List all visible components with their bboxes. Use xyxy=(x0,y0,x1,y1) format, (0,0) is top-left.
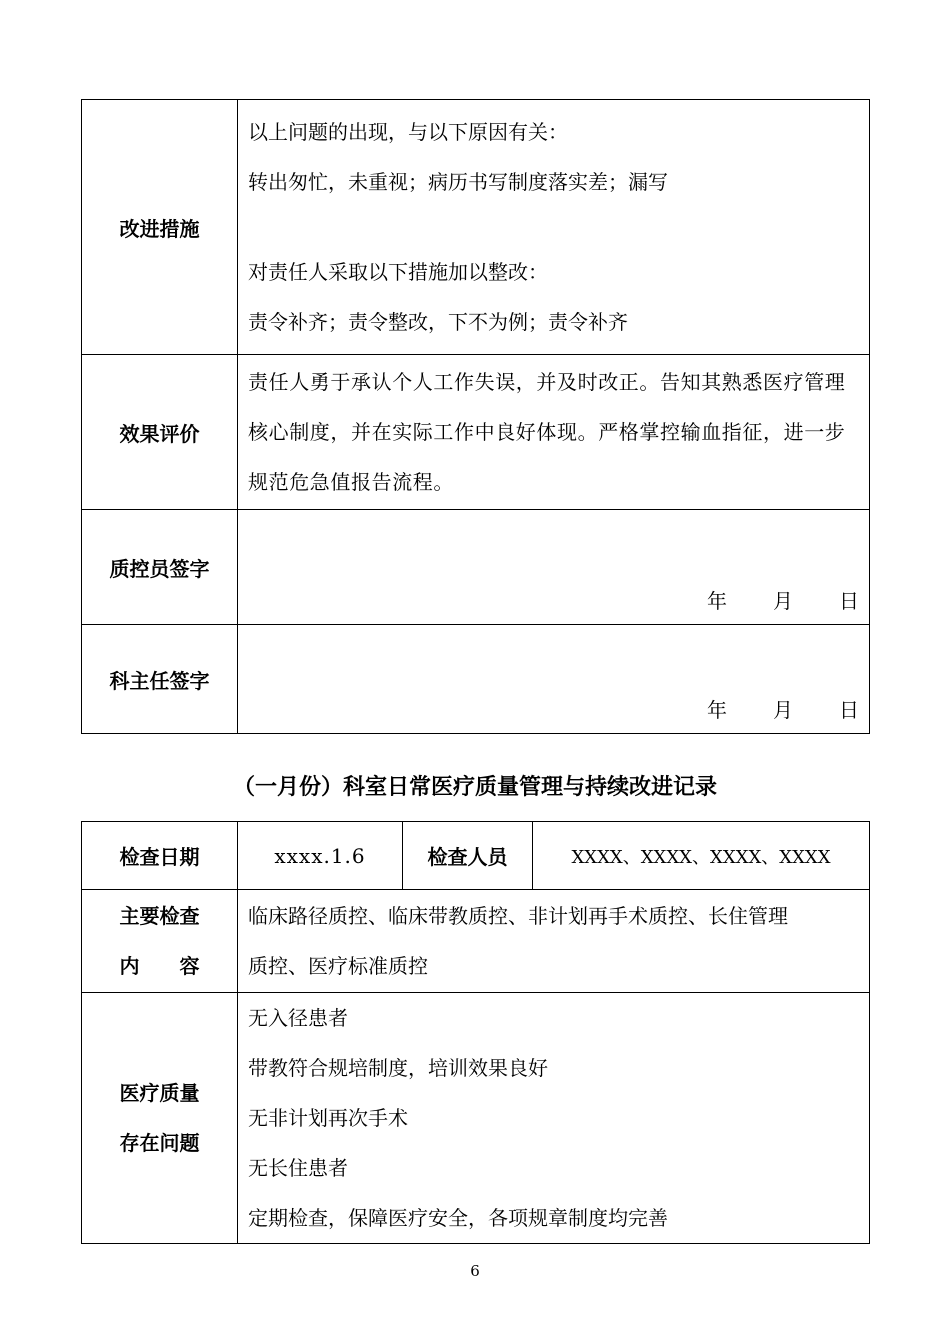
evaluation-label: 效果评价 xyxy=(82,355,238,510)
issue-line: 无入径患者 xyxy=(248,1006,348,1030)
label-line: 存在问题 xyxy=(119,1131,200,1155)
improvement-line: 责令补齐；责令整改，下不为例；责令补齐 xyxy=(248,310,628,334)
month-label: 月 xyxy=(773,589,793,613)
year-label: 年 xyxy=(707,698,727,722)
improvement-line: 转出匆忙，未重视；病历书写制度落实差；漏写 xyxy=(248,170,668,194)
page-number: 6 xyxy=(470,1262,480,1280)
label-line: 主要检查 xyxy=(119,904,200,928)
improvement-label: 改进措施 xyxy=(82,100,238,355)
inspection-header-row xyxy=(82,822,870,890)
inspection-content-row xyxy=(82,890,870,993)
director-signature-label: 科主任签字 xyxy=(82,625,238,734)
content-line: 质控、医疗标准质控 xyxy=(248,954,428,978)
inspector-label: 检查人员 xyxy=(403,822,533,890)
inspection-date-value: xxxx.1.6 xyxy=(238,822,403,890)
director-signature-row xyxy=(82,625,870,734)
label-line: 内 容 xyxy=(119,954,200,978)
evaluation-content xyxy=(238,355,870,510)
improvement-row xyxy=(82,100,870,355)
improvement-content xyxy=(238,100,870,355)
issues-row xyxy=(82,993,870,1244)
section-title: （一月份）科室日常医疗质量管理与持续改进记录 xyxy=(232,775,717,800)
issue-line: 无非计划再次手术 xyxy=(248,1106,408,1130)
evaluation-row xyxy=(82,355,870,510)
issues-content xyxy=(238,993,870,1244)
inspection-content-text xyxy=(238,890,870,993)
qc-signature-row xyxy=(82,510,870,625)
day-label: 日 xyxy=(839,698,859,722)
improvement-line: 以上问题的出现，与以下原因有关： xyxy=(248,120,568,144)
inspection-content-label xyxy=(82,890,238,993)
director-signature-field[interactable] xyxy=(238,625,870,734)
day-label: 日 xyxy=(839,589,859,613)
record-table-continued xyxy=(81,99,870,734)
label-line: 医疗质量 xyxy=(119,1081,200,1105)
inspector-value: XXXX、XXXX、XXXX、XXXX xyxy=(533,822,870,890)
issue-line: 定期检查，保障医疗安全，各项规章制度均完善 xyxy=(248,1206,668,1230)
qc-signature-label: 质控员签字 xyxy=(82,510,238,625)
improvement-line xyxy=(248,207,859,247)
qc-signature-field[interactable] xyxy=(238,510,870,625)
evaluation-text: 责任人勇于承认个人工作失误，并及时改正。告知其熟悉医疗管理核心制度，并在实际工作中良好体现。严格掌控输血指征，进一步规范危急值报告流程。 xyxy=(248,370,846,494)
year-label: 年 xyxy=(707,589,727,613)
issues-label xyxy=(82,993,238,1244)
quality-record-table xyxy=(81,821,870,1244)
qc-signature-date xyxy=(707,585,859,614)
inspection-date-label: 检查日期 xyxy=(82,822,238,890)
month-label: 月 xyxy=(773,698,793,722)
issue-line: 无长住患者 xyxy=(248,1156,348,1180)
improvement-line: 对责任人采取以下措施加以整改： xyxy=(248,260,548,284)
director-signature-date xyxy=(707,694,859,723)
issue-line: 带教符合规培制度，培训效果良好 xyxy=(248,1056,548,1080)
content-line: 临床路径质控、临床带教质控、非计划再手术质控、长住管理 xyxy=(248,904,788,928)
